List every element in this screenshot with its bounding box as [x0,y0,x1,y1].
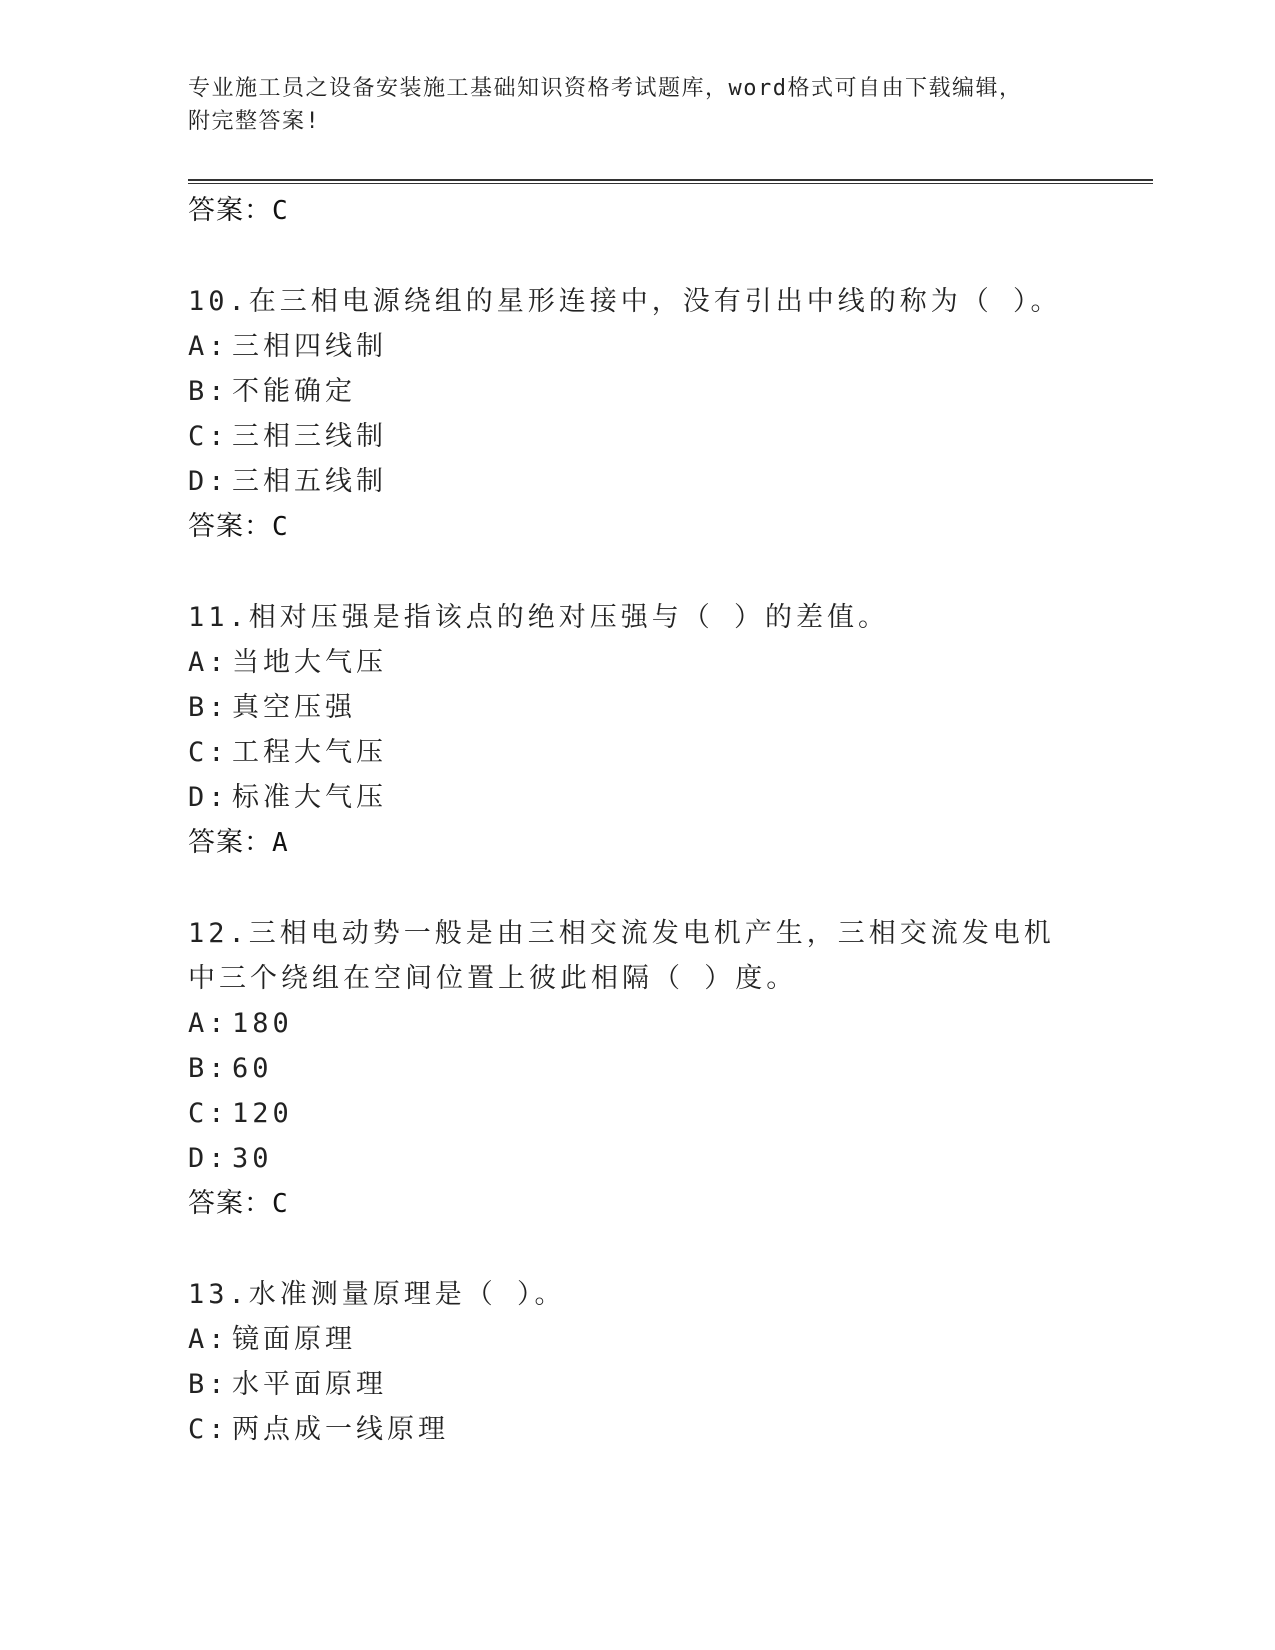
header-divider [188,179,1153,184]
answer-prefix: 答案： [188,195,272,226]
option-letter: C: [188,737,229,768]
option-text: 镜面原理 [232,1324,356,1355]
option-letter: D: [188,466,229,497]
question-list [188,188,1148,1452]
option-text: 两点成一线原理 [232,1414,449,1445]
option-text: 水平面原理 [232,1369,387,1400]
answer-prefix: 答案： [188,827,272,858]
question-block [188,1272,1148,1452]
option-a [188,1317,1148,1362]
option-letter: B: [188,1053,229,1084]
header-line-1: 专业施工员之设备安装施工基础知识资格考试题库，word格式可自由下载编辑， [188,76,1023,101]
option-text: 三相五线制 [232,466,387,497]
answer-line [188,504,1148,549]
option-letter: B: [188,1369,229,1400]
option-letter: C: [188,421,229,452]
option-a [188,324,1148,369]
question-block [188,279,1148,549]
question-block [188,595,1148,865]
answer-value: C [272,1189,289,1219]
option-b [188,369,1148,414]
answer-value: C [272,196,289,226]
option-letter: A: [188,1008,229,1039]
question-stem: 10.在三相电源绕组的星形连接中，没有引出中线的称为（ ）。 [188,286,1062,317]
option-b [188,685,1148,730]
option-c [188,730,1148,775]
option-text: 180 [232,1008,293,1039]
option-text: 工程大气压 [232,737,387,768]
answer-prefix: 答案： [188,1188,272,1219]
question-stem: 12.三相电动势一般是由三相交流发电机产生，三相交流发电机中三个绕组在空间位置上彼此相隔（ ）度。 [188,918,1055,994]
option-letter: C: [188,1414,229,1445]
header-line-2: 附完整答案! [188,109,321,134]
option-d [188,775,1148,820]
option-b [188,1046,1148,1091]
answer-prefix: 答案： [188,511,272,542]
option-letter: B: [188,692,229,723]
option-letter: B: [188,376,229,407]
option-text: 当地大气压 [232,647,387,678]
option-letter: A: [188,647,229,678]
option-c [188,414,1148,459]
option-text: 三相三线制 [232,421,387,452]
option-letter: A: [188,331,229,362]
document-page [188,0,1148,1650]
option-text: 30 [232,1143,273,1174]
page-header [188,72,1088,138]
option-a [188,1001,1148,1046]
question-stem: 11.相对压强是指该点的绝对压强与（ ）的差值。 [188,602,890,633]
option-letter: D: [188,1143,229,1174]
option-letter: A: [188,1324,229,1355]
option-a [188,640,1148,685]
option-c [188,1407,1148,1452]
option-c [188,1091,1148,1136]
option-text: 120 [232,1098,293,1129]
answer-line [188,820,1148,865]
option-text: 真空压强 [232,692,356,723]
option-text: 不能确定 [232,376,356,407]
option-letter: C: [188,1098,229,1129]
answer-line [188,1181,1148,1226]
option-d [188,1136,1148,1181]
option-letter: D: [188,782,229,813]
option-text: 60 [232,1053,273,1084]
answer-value: A [272,828,289,858]
option-b [188,1362,1148,1407]
option-text: 标准大气压 [232,782,387,813]
answer-value: C [272,512,289,542]
question-block [188,911,1148,1226]
option-d [188,459,1148,504]
option-text: 三相四线制 [232,331,387,362]
question-stem: 13.水准测量原理是（ ）。 [188,1279,566,1310]
answer-line [188,188,1148,233]
